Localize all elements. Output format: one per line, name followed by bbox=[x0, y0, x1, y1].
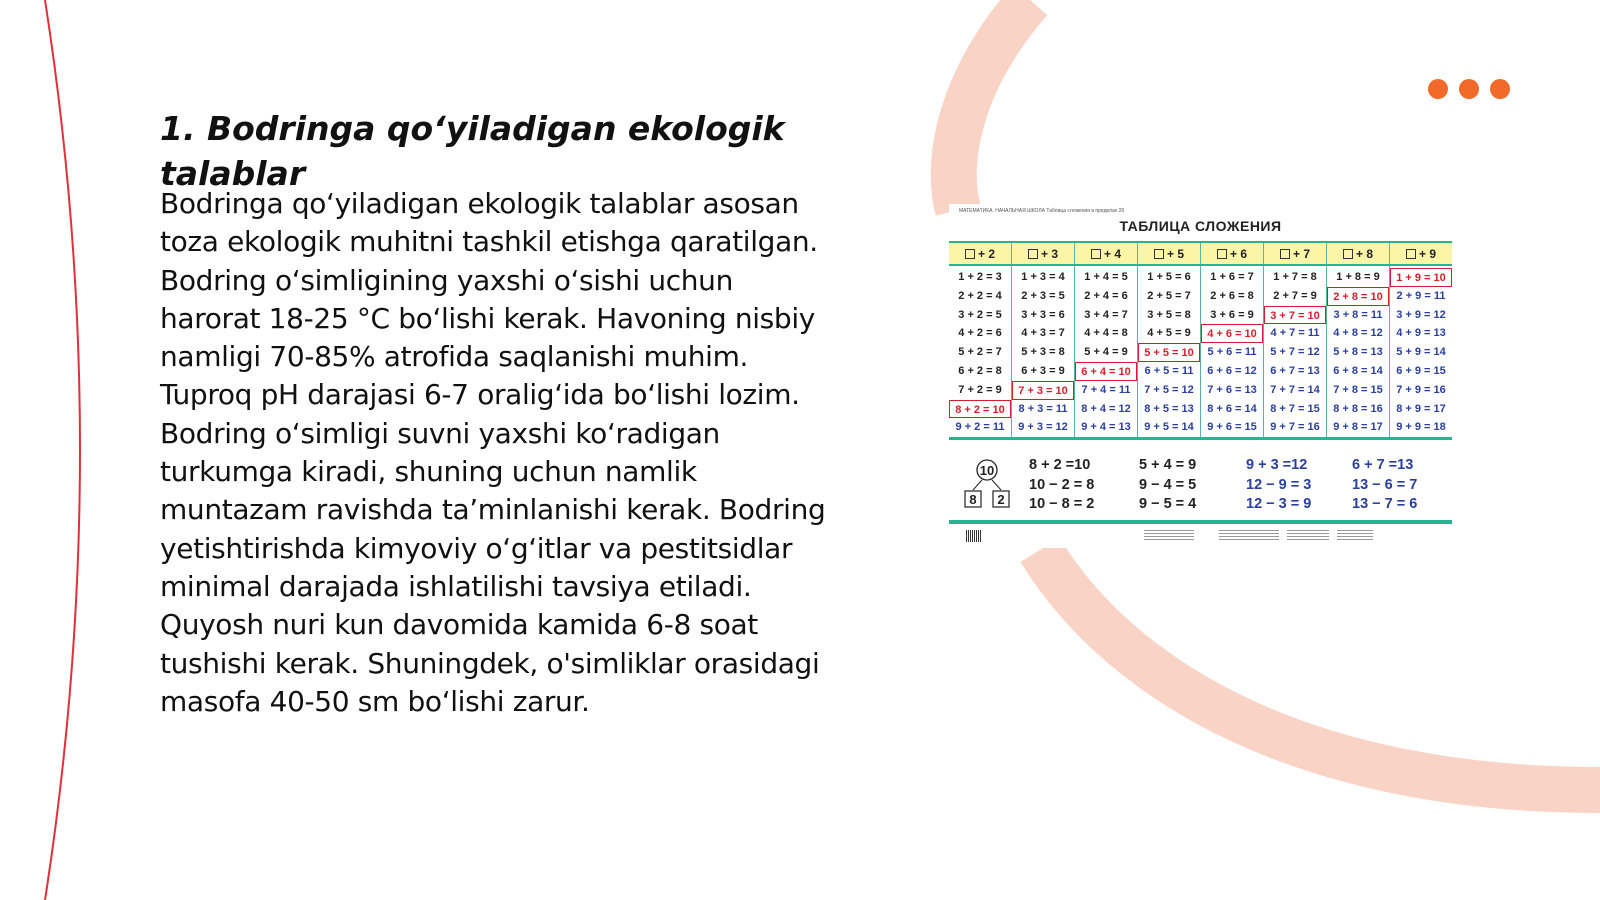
example-column bbox=[1029, 456, 1094, 515]
grid-cell: 4 + 5 = 9 bbox=[1147, 327, 1191, 340]
example-column bbox=[1246, 456, 1311, 515]
grid-cell: 9 + 4 = 13 bbox=[1081, 421, 1131, 434]
example-column bbox=[1352, 456, 1417, 515]
empty-box-icon bbox=[1154, 249, 1164, 259]
grid-header-cell: + 5 bbox=[1137, 243, 1200, 264]
left-red-arc bbox=[45, 0, 80, 900]
grid-header-row bbox=[949, 241, 1452, 266]
poster-title: ТАБЛИЦА СЛОЖЕНИЯ bbox=[1119, 218, 1282, 234]
grid-cell: 1 + 3 = 4 bbox=[1021, 271, 1065, 283]
example-line: 9 + 3 =12 bbox=[1246, 457, 1308, 473]
grid-cell: 8 + 8 = 16 bbox=[1333, 402, 1383, 415]
example-line: 13 − 6 = 7 bbox=[1352, 476, 1418, 493]
empty-box-icon bbox=[1406, 249, 1416, 259]
empty-box-icon bbox=[1217, 249, 1227, 259]
dot-icon bbox=[1428, 79, 1448, 99]
grid-cell: 3 + 4 = 7 bbox=[1084, 308, 1128, 321]
grid-cell: 9 + 9 = 18 bbox=[1396, 421, 1446, 434]
fine-print bbox=[1219, 530, 1279, 540]
example-line: 6 + 7 =13 bbox=[1352, 457, 1414, 473]
dot-icon bbox=[1490, 79, 1510, 99]
empty-box-icon bbox=[1091, 249, 1101, 259]
grid-cell: 6 + 9 = 15 bbox=[1396, 364, 1446, 377]
poster-meta: МАТЕМАТИКА. НАЧАЛЬНАЯ ШКОЛА Таблица сложения в пределах 20 bbox=[959, 208, 1125, 214]
grid-header-cell: + 9 bbox=[1389, 243, 1452, 264]
slide-body-text: Bodringa qo‘yiladigan ekologik talablar asosan toza ekologik muhitni tashkil etishga qaratilgan. Bodring o‘simligining yaxshi o‘sishi uchun harorat 18-25 °C bo‘lishi kerak. Havoning nisbiy namligi 70-85% atrofida saqlanishi muhim. Tuproq pH darajasi 6-7 oralig‘ida bo‘lishi lozim. Bodring o‘simligi suvni yaxshi ko‘radigan turkumga kiradi, shuning uchun namlik muntazam ravishda ta’minlanishi kerak. Bodring yetishtirishda kimyoviy o‘g‘itlar va pestitsidlar minimal darajada ishlatilishi tavsiya etiladi. Quyosh nuri kun davomida kamida 6-8 soat tushishi kerak. Shuningdek, o'simliklar orasidagi masofa 40-50 sm bo‘lishi zarur. bbox=[160, 187, 826, 718]
grid-column bbox=[1389, 266, 1452, 437]
grid-cell: 4 + 3 = 7 bbox=[1021, 327, 1065, 340]
empty-box-icon bbox=[965, 249, 975, 259]
grid-cell: 2 + 3 = 5 bbox=[1021, 289, 1065, 302]
grid-cell: 2 + 5 = 7 bbox=[1147, 289, 1191, 302]
grid-cell: 7 + 2 = 9 bbox=[958, 383, 1002, 396]
grid-column bbox=[1200, 266, 1263, 437]
grid-cell: 9 + 8 = 17 bbox=[1333, 421, 1383, 434]
grid-cell: 6 + 3 = 9 bbox=[1021, 364, 1065, 377]
slide-title: 1. Bodringa qo‘yiladigan ekologik talablar bbox=[160, 109, 785, 193]
grid-cell: 2 + 8 = 10 bbox=[1327, 287, 1389, 306]
addition-grid bbox=[949, 241, 1452, 440]
barcode-icon bbox=[966, 530, 982, 542]
grid-column bbox=[1137, 266, 1200, 437]
grid-cell: 1 + 4 = 5 bbox=[1084, 271, 1128, 283]
grid-cell: 9 + 3 = 12 bbox=[1018, 421, 1068, 434]
grid-column bbox=[1011, 266, 1074, 437]
grid-cell: 8 + 2 = 10 bbox=[949, 400, 1011, 419]
grid-cell: 5 + 5 = 10 bbox=[1138, 343, 1200, 362]
grid-cell: 4 + 6 = 10 bbox=[1201, 324, 1263, 343]
grid-cell: 4 + 2 = 6 bbox=[958, 327, 1002, 340]
grid-cell: 2 + 6 = 8 bbox=[1210, 289, 1254, 302]
grid-header-cell: + 7 bbox=[1263, 243, 1326, 264]
example-line: 9 − 5 = 4 bbox=[1139, 496, 1197, 512]
grid-cell: 8 + 4 = 12 bbox=[1081, 402, 1131, 415]
grid-column bbox=[1263, 266, 1326, 437]
menu-dots[interactable] bbox=[1428, 79, 1510, 99]
empty-box-icon bbox=[1028, 249, 1038, 259]
example-line: 12 − 9 = 3 bbox=[1246, 476, 1312, 493]
example-line: 12 − 3 = 9 bbox=[1246, 496, 1312, 512]
grid-cell: 9 + 7 = 16 bbox=[1270, 421, 1320, 434]
grid-cell: 5 + 6 = 11 bbox=[1207, 346, 1257, 359]
grid-cell: 1 + 8 = 9 bbox=[1336, 271, 1380, 283]
grid-cell: 7 + 8 = 15 bbox=[1333, 383, 1383, 396]
grid-cell: 2 + 2 = 4 bbox=[958, 289, 1002, 302]
fine-print bbox=[1287, 530, 1329, 540]
grid-cell: 3 + 9 = 12 bbox=[1396, 308, 1446, 321]
grid-cell: 1 + 6 = 7 bbox=[1210, 271, 1254, 283]
example-column bbox=[1139, 456, 1196, 515]
grid-cell: 1 + 2 = 3 bbox=[958, 271, 1002, 283]
grid-cell: 5 + 2 = 7 bbox=[958, 346, 1002, 359]
grid-cell: 6 + 8 = 14 bbox=[1333, 364, 1383, 377]
grid-cell: 5 + 4 = 9 bbox=[1084, 346, 1128, 359]
grid-cell: 6 + 7 = 13 bbox=[1270, 364, 1320, 377]
example-line: 8 + 2 =10 bbox=[1029, 457, 1091, 473]
grid-cell: 7 + 3 = 10 bbox=[1012, 381, 1074, 400]
grid-cell: 3 + 2 = 5 bbox=[958, 308, 1002, 321]
example-line: 9 − 4 = 5 bbox=[1139, 476, 1197, 493]
grid-cell: 7 + 7 = 14 bbox=[1270, 383, 1320, 396]
grid-cell: 2 + 4 = 6 bbox=[1084, 289, 1128, 302]
grid-header-cell: + 2 bbox=[949, 243, 1011, 264]
grid-cell: 5 + 9 = 14 bbox=[1396, 346, 1446, 359]
grid-cell: 3 + 8 = 11 bbox=[1333, 308, 1383, 321]
grid-cell: 3 + 6 = 9 bbox=[1210, 308, 1254, 321]
grid-cell: 9 + 2 = 11 bbox=[955, 421, 1005, 434]
grid-cell: 5 + 8 = 13 bbox=[1333, 346, 1383, 359]
bond-whole: 10 bbox=[979, 463, 995, 478]
examples-area bbox=[949, 449, 1452, 521]
grid-cell: 3 + 3 = 6 bbox=[1021, 308, 1065, 321]
number-bond bbox=[963, 459, 1011, 511]
grid-header-cell: + 8 bbox=[1326, 243, 1389, 264]
example-line: 10 − 2 = 8 bbox=[1029, 476, 1095, 493]
grid-cell: 5 + 3 = 8 bbox=[1021, 346, 1065, 359]
grid-column bbox=[1326, 266, 1389, 437]
grid-header-cell: + 6 bbox=[1200, 243, 1263, 264]
grid-cell: 7 + 5 = 12 bbox=[1144, 383, 1194, 396]
grid-cell: 9 + 6 = 15 bbox=[1207, 421, 1257, 434]
grid-header-cell: + 4 bbox=[1074, 243, 1137, 264]
example-line: 5 + 4 = 9 bbox=[1139, 457, 1197, 473]
fine-print bbox=[1144, 530, 1194, 540]
grid-cell: 3 + 7 = 10 bbox=[1264, 306, 1326, 325]
grid-column bbox=[1074, 266, 1137, 437]
grid-cell: 6 + 2 = 8 bbox=[958, 364, 1002, 377]
grid-cell: 8 + 5 = 13 bbox=[1144, 402, 1194, 415]
grid-columns bbox=[949, 266, 1452, 440]
grid-cell: 2 + 9 = 11 bbox=[1396, 289, 1446, 302]
bond-part-a: 8 bbox=[969, 492, 977, 507]
bond-part-b: 2 bbox=[997, 492, 1005, 507]
grid-cell: 6 + 5 = 11 bbox=[1144, 364, 1194, 377]
grid-cell: 4 + 8 = 12 bbox=[1333, 327, 1383, 340]
fine-print bbox=[1337, 530, 1373, 540]
grid-cell: 9 + 5 = 14 bbox=[1144, 421, 1194, 434]
dot-icon bbox=[1459, 79, 1479, 99]
grid-cell: 5 + 7 = 12 bbox=[1270, 346, 1320, 359]
grid-cell: 1 + 7 = 8 bbox=[1273, 271, 1317, 283]
grid-cell: 7 + 9 = 16 bbox=[1396, 383, 1446, 396]
poster-footer-bar bbox=[949, 520, 1452, 524]
grid-cell: 4 + 4 = 8 bbox=[1084, 327, 1128, 340]
grid-cell: 1 + 5 = 6 bbox=[1147, 271, 1191, 283]
empty-box-icon bbox=[1280, 249, 1290, 259]
grid-cell: 4 + 7 = 11 bbox=[1270, 327, 1320, 340]
example-line: 13 − 7 = 6 bbox=[1352, 496, 1418, 512]
grid-cell: 6 + 6 = 12 bbox=[1207, 364, 1257, 377]
grid-column bbox=[949, 266, 1011, 437]
grid-header-cell: + 3 bbox=[1011, 243, 1074, 264]
empty-box-icon bbox=[1343, 249, 1353, 259]
addition-table-image bbox=[949, 204, 1452, 548]
grid-cell: 3 + 5 = 8 bbox=[1147, 308, 1191, 321]
grid-cell: 8 + 9 = 17 bbox=[1396, 402, 1446, 415]
grid-cell: 8 + 6 = 14 bbox=[1207, 402, 1257, 415]
grid-cell: 4 + 9 = 13 bbox=[1396, 327, 1446, 340]
example-line: 10 − 8 = 2 bbox=[1029, 496, 1095, 512]
grid-cell: 7 + 6 = 13 bbox=[1207, 383, 1257, 396]
grid-cell: 1 + 9 = 10 bbox=[1390, 268, 1452, 287]
grid-cell: 6 + 4 = 10 bbox=[1075, 362, 1137, 381]
grid-cell: 8 + 3 = 11 bbox=[1018, 402, 1068, 415]
grid-cell: 2 + 7 = 9 bbox=[1273, 289, 1317, 302]
grid-cell: 8 + 7 = 15 bbox=[1270, 402, 1320, 415]
grid-cell: 7 + 4 = 11 bbox=[1081, 383, 1131, 396]
